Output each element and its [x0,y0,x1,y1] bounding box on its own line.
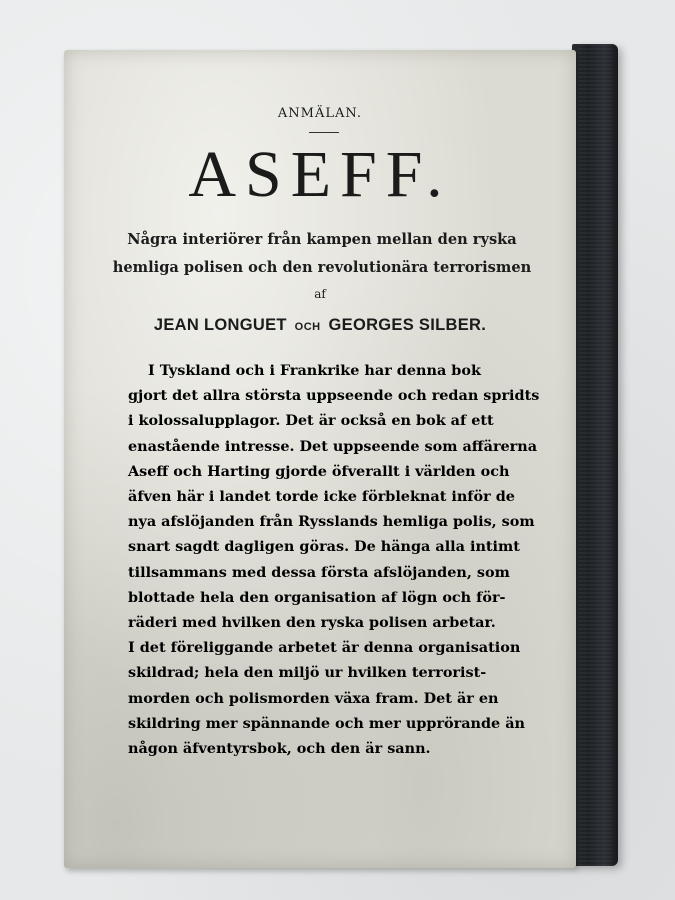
body-line: blottade hela den organisation af lögn och för- [128,588,506,606]
body-line: någon äfventyrsbok, och den är sann. [128,740,431,758]
description-text [128,358,540,761]
book-spine [572,44,618,866]
body-line: tillsammans med dessa första afslöjanden, som [128,563,510,581]
conjunction: OCH [294,321,321,333]
author-name: JEAN LONGUET [153,316,287,334]
subtitle-line: hemliga polisen och den revolutionära terrorismen [112,259,532,276]
body-line: i kolossalupplagor. Det är också en bok af ett [128,412,494,430]
body-line: gjort det allra största uppseende och redan spridts [128,387,540,405]
body-line: I det föreliggande arbetet är denna organisation [128,639,521,657]
body-line: nya afslöjanden från Rysslands hemliga polis, som [128,513,535,531]
authors [64,316,576,335]
book-subtitle [112,226,532,282]
heading-rule [309,132,339,133]
by-label: af [314,287,326,301]
body-line: morden och polismorden växa fram. Det är en [128,689,499,707]
subtitle-line: Några interiörer från kampen mellan den ryska [127,231,517,248]
body-line: Aseff och Harting gjorde öfverallt i världen och [128,462,510,480]
body-line: räderi med hvilken den ryska polisen arbetar. [128,614,496,632]
body-line: I Tyskland och i Frankrike har denna bok [148,362,481,379]
body-line: skildring mer spännande och mer upprörande än [128,714,526,732]
book-title: ASEFF. [188,138,452,211]
cover-heading: ANMÄLAN. [277,106,363,121]
author-name: GEORGES SILBER. [328,316,487,334]
body-line: äfven här i landet torde icke förbleknat inför de [128,488,515,506]
body-line: enastående intresse. Det uppseende som affärerna [128,437,538,455]
body-line: skildrad; hela den miljö ur hvilken terrorist- [128,664,487,682]
body-line: snart sagdt dagligen göras. De hänga alla intimt [128,538,520,556]
